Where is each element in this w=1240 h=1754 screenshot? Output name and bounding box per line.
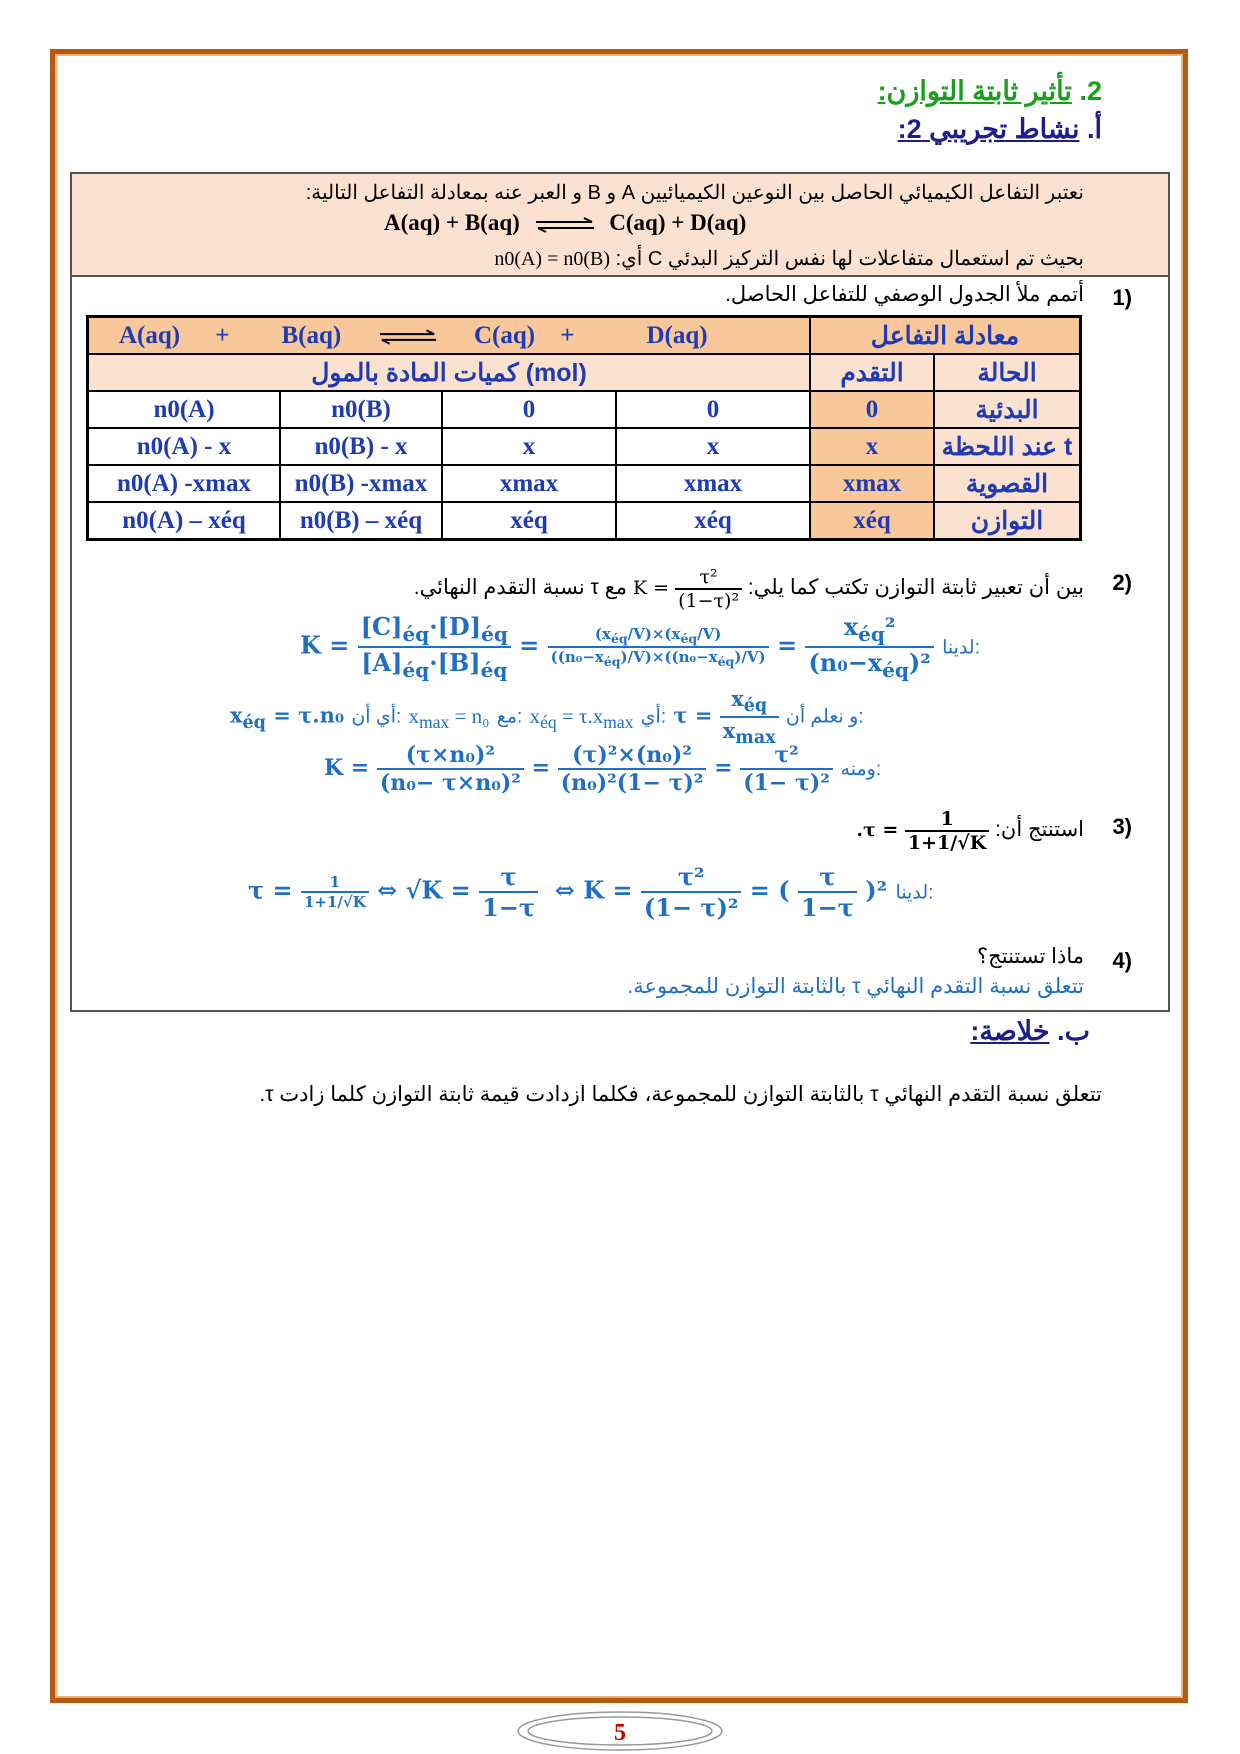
cell-c: x bbox=[442, 428, 616, 465]
page-number: 5 bbox=[614, 1720, 626, 1746]
section-heading bbox=[878, 76, 1102, 107]
cell-b: n0(B) bbox=[280, 391, 442, 428]
section-number: 2. bbox=[1079, 76, 1102, 106]
q3-text-label: استنتج أن: bbox=[995, 818, 1084, 841]
intro-line-1: نعتبر التفاعل الكيميائي الحاصل بين النوعين الكيميائيين A و B و العبر عنه بمعادلة التفاعل التالية: bbox=[305, 182, 1084, 204]
cell-advance: x bbox=[810, 428, 934, 465]
ie2-label: أي أن: bbox=[351, 706, 402, 728]
k-derivation-2: $x_{éq} = \tau.n_0$ أي أن: $x_{max} = n_0$ مع: $x_{éq} = \tau.x_{max}$ أي: τ = $\frac{x_{éq}}{x_{max}}$ و نعلم أن: bbox=[230, 686, 864, 749]
q2-text-b: مع τ نسبة التقدم النهائي. bbox=[413, 576, 628, 599]
intro-equation bbox=[384, 210, 746, 236]
activity-box bbox=[70, 172, 1170, 1012]
table-row bbox=[88, 317, 1081, 355]
equation-left: A(aq) + B(aq) bbox=[384, 210, 520, 235]
advance-label: التقدم bbox=[810, 354, 934, 391]
cell-c: xmax bbox=[442, 465, 616, 502]
summary-text: تتعلق نسبة التقدم النهائي τ بالثابتة التوازن للمجموعة، فكلما ازدادت قيمة ثابتة التوازن كلما زادت τ. bbox=[259, 1083, 1102, 1106]
table-row bbox=[88, 354, 1081, 391]
subsection-heading bbox=[898, 114, 1102, 145]
cell-b: n0(B) - x bbox=[280, 428, 442, 465]
q2-text bbox=[414, 566, 1084, 612]
tau-derivation: τ = $\frac{1}{1+1/√K}$ ⇔ √K = $\frac{\tau}{1-\tau}$ ⇔ K = $\frac{\text{τ²}}{\text{(1− τ)²}}$ = ( $\frac{\tau}{1-\tau}$ )² لدينا: bbox=[248, 862, 934, 922]
q2-number: 2) bbox=[1112, 570, 1132, 595]
q3-text bbox=[856, 808, 1084, 854]
cell-advance: 0 bbox=[810, 391, 934, 428]
progress-table bbox=[86, 315, 1082, 541]
intro-panel bbox=[72, 174, 1168, 277]
cell-advance: xéq bbox=[810, 502, 934, 540]
subsection-title: نشاط تجريبي 2: bbox=[897, 114, 1080, 144]
cell-a: n0(A) – xéq bbox=[88, 502, 281, 540]
quantities-label: كميات المادة بالمول (mol) bbox=[88, 354, 811, 391]
k-formula: K = $\frac{\text{τ²}}{\text{(1−τ)²}}$ bbox=[633, 566, 742, 612]
table-row bbox=[88, 465, 1081, 502]
species-a: A(aq) bbox=[119, 321, 181, 349]
equilibrium-arrow-icon bbox=[378, 329, 438, 345]
cell-c: xéq bbox=[442, 502, 616, 540]
subsection-letter: أ. bbox=[1086, 114, 1102, 144]
cell-a: n0(A) - x bbox=[88, 428, 281, 465]
cell-c: 0 bbox=[442, 391, 616, 428]
have-label: لدينا: bbox=[895, 882, 934, 904]
cell-d: x bbox=[616, 428, 810, 465]
q3-number: 3) bbox=[1112, 814, 1132, 839]
cell-state: التوازن bbox=[934, 502, 1081, 540]
species-c: C(aq) bbox=[474, 321, 536, 349]
equation-right: C(aq) + D(aq) bbox=[609, 210, 747, 235]
species-b: B(aq) bbox=[281, 321, 342, 349]
q4-number: 4) bbox=[1112, 948, 1132, 973]
cell-b: n0(B) – xéq bbox=[280, 502, 442, 540]
cell-state: القصوية bbox=[934, 465, 1081, 502]
species-d: D(aq) bbox=[646, 321, 708, 349]
intro-line-3-text: بحيث تم استعمال متفاعلات لها نفس التركيز البدئي C أي: bbox=[615, 248, 1084, 270]
cell-d: 0 bbox=[616, 391, 810, 428]
table-row bbox=[88, 391, 1081, 428]
with-label: مع: bbox=[496, 706, 523, 728]
table-row bbox=[88, 428, 1081, 465]
summary-title: خلاصة: bbox=[970, 1016, 1050, 1046]
k-derivation-3: K = $\frac{\text{(τ×n₀)²}}{\text{(n₀− τ×n₀)²}}$ = $\frac{\text{(τ)²×(n₀)²}}{\text{(n₀)²(1− τ)²}}$ = $\frac{\text{τ²}}{\text{(1− τ)²}}$ ومنه: bbox=[324, 742, 882, 796]
cell-advance: xmax bbox=[810, 465, 934, 502]
q4-answer: تتعلق نسبة التقدم النهائي τ بالثابتة التوازن للمجموعة. bbox=[627, 975, 1084, 998]
intro-line-3-eq: n0(A) = n0(B) bbox=[494, 248, 611, 270]
cell-d: xéq bbox=[616, 502, 810, 540]
q2-text-a: بين أن تعبير ثابتة التوازن تكتب كما يلي: bbox=[747, 576, 1084, 599]
q1-text: أتمم ملأ الجدول الوصفي للتفاعل الحاصل. bbox=[725, 283, 1084, 306]
table-row bbox=[88, 502, 1081, 540]
have-label: لدينا: bbox=[942, 637, 980, 659]
know-label: و نعلم أن: bbox=[785, 706, 864, 728]
ie-label: أي: bbox=[640, 706, 667, 728]
cell-b: n0(B) -xmax bbox=[280, 465, 442, 502]
intro-line-3 bbox=[494, 246, 1084, 271]
hence-label: ومنه: bbox=[840, 759, 882, 780]
table-equation-cell bbox=[88, 317, 811, 355]
state-label: الحالة bbox=[934, 354, 1081, 391]
eq-label: معادلة التفاعل bbox=[810, 317, 1081, 355]
plus-sign: + bbox=[560, 321, 575, 349]
equilibrium-arrow-icon bbox=[534, 217, 596, 233]
section-title: تأثير ثابتة التوازن: bbox=[877, 76, 1072, 106]
cell-a: n0(A) -xmax bbox=[88, 465, 281, 502]
cell-state: البدئية bbox=[934, 391, 1081, 428]
k-derivation-1: K = $\frac{[C]_{éq}\cdot[D]_{éq}}{[A]_{éq}\cdot[B]_{éq}}$ = $\frac{(x_{éq}/V)\times(x_{éq}/V)}{((n_0-x_{éq})/V)\times((n_0-x_{éq})/V)}$ = $\frac{x_{éq}^2}{(n_0-x_{éq})^2}$ لدينا: bbox=[300, 612, 980, 682]
q1-number: 1) bbox=[1112, 285, 1132, 310]
cell-a: n0(A) bbox=[88, 391, 281, 428]
q4-text: ماذا تستنتج؟ bbox=[977, 945, 1084, 968]
cell-state: عند اللحظة t bbox=[934, 428, 1081, 465]
tau-formula: .τ = $\frac{1}{1+1/√K}$ bbox=[856, 808, 989, 854]
plus-sign: + bbox=[215, 321, 230, 349]
summary-letter: ب. bbox=[1057, 1016, 1090, 1046]
cell-d: xmax bbox=[616, 465, 810, 502]
page-number-badge bbox=[515, 1710, 725, 1752]
summary-heading bbox=[970, 1016, 1090, 1047]
